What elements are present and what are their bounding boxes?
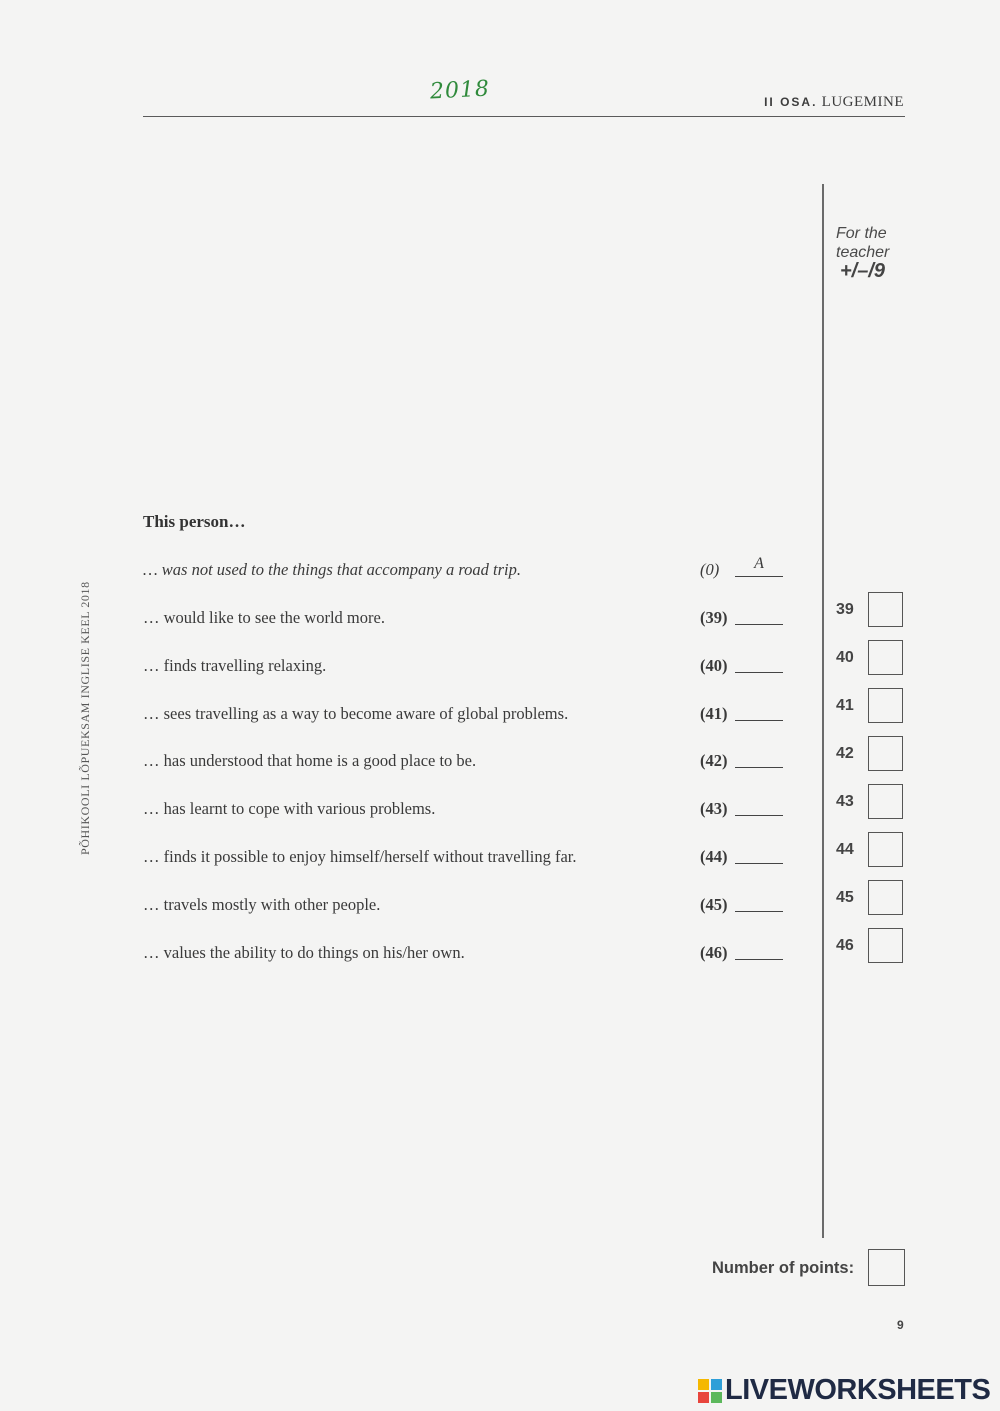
question-row-40: [143, 656, 793, 682]
teacher-score-box-42[interactable]: [868, 736, 903, 771]
header-divider: [143, 116, 905, 117]
section-title: [764, 94, 904, 111]
teacher-box-number: 39: [836, 601, 854, 618]
question-statement: … has learnt to cope with various problems.: [143, 799, 436, 818]
teacher-score-box-39[interactable]: [868, 592, 903, 627]
question-row-43: [143, 799, 793, 825]
question-statement: … sees travelling as a way to become aware of global problems.: [143, 704, 569, 723]
question-number: (44): [700, 847, 728, 866]
answer-blank-45[interactable]: [735, 911, 783, 912]
teacher-score-mark: +/–/9: [840, 260, 886, 282]
teacher-score-box-43[interactable]: [868, 784, 903, 819]
teacher-score-box-40[interactable]: [868, 640, 903, 675]
question-number: (40): [700, 656, 728, 675]
liveworksheets-logo-icon: [698, 1379, 722, 1403]
total-points-box[interactable]: [868, 1249, 905, 1286]
section-name: LUGEMINE: [821, 94, 904, 110]
question-statement: … would like to see the world more.: [143, 608, 385, 627]
question-statement: … has understood that home is a good place to be.: [143, 751, 477, 770]
question-statement: … finds it possible to enjoy himself/herself without travelling far.: [143, 847, 577, 866]
teacher-score-box-45[interactable]: [868, 880, 903, 915]
number-of-points-label: Number of points:: [712, 1259, 855, 1277]
liveworksheets-logo: [698, 1376, 994, 1408]
answer-blank-39[interactable]: [735, 624, 783, 625]
side-margin-text: PÕHIKOOLI LÕPUEKSAM INGLISE KEEL 2018: [78, 581, 92, 855]
question-statement: … travels mostly with other people.: [143, 895, 381, 914]
question-row-39: [143, 608, 793, 634]
liveworksheets-wordmark: LIVEWORKSHEETS: [725, 1374, 991, 1406]
example-answer: A: [754, 555, 764, 572]
question-number: (42): [700, 751, 728, 770]
page-number: 9: [897, 1318, 904, 1332]
question-statement: … finds travelling relaxing.: [143, 656, 327, 675]
question-number: (45): [700, 895, 728, 914]
teacher-box-number: 42: [836, 745, 854, 762]
question-row-41: [143, 704, 793, 730]
question-row-45: [143, 895, 793, 921]
answer-blank-46[interactable]: [735, 959, 783, 960]
answer-blank-43[interactable]: [735, 815, 783, 816]
teacher-box-number: 43: [836, 793, 854, 810]
question-row-46: [143, 943, 793, 969]
question-number: (39): [700, 608, 728, 627]
questions-heading: This person…: [143, 512, 246, 531]
handwritten-year: 2018: [429, 76, 491, 105]
question-row-42: [143, 751, 793, 777]
question-number: (41): [700, 704, 728, 723]
answer-blank-42[interactable]: [735, 767, 783, 768]
answer-blank-44[interactable]: [735, 863, 783, 864]
question-number: (46): [700, 943, 728, 962]
example-row: [143, 555, 793, 586]
question-number: (43): [700, 799, 728, 818]
section-prefix: II OSA.: [764, 95, 818, 109]
teacher-box-number: 41: [836, 697, 854, 714]
teacher-column-divider: [822, 184, 824, 1238]
example-statement: … was not used to the things that accompany a road trip.: [143, 560, 521, 579]
example-number: (0): [700, 560, 720, 579]
teacher-box-number: 44: [836, 841, 854, 858]
example-answer-line: [735, 576, 783, 577]
teacher-box-number: 45: [836, 889, 854, 906]
answer-blank-40[interactable]: [735, 672, 783, 673]
answer-blank-41[interactable]: [735, 720, 783, 721]
teacher-score-box-44[interactable]: [868, 832, 903, 867]
question-row-44: [143, 847, 793, 873]
teacher-box-number: 40: [836, 649, 854, 666]
teacher-score-box-46[interactable]: [868, 928, 903, 963]
question-statement: … values the ability to do things on his/her own.: [143, 943, 465, 962]
teacher-score-box-41[interactable]: [868, 688, 903, 723]
for-teacher-label: For the teacher: [836, 225, 890, 261]
teacher-box-number: 46: [836, 937, 854, 954]
